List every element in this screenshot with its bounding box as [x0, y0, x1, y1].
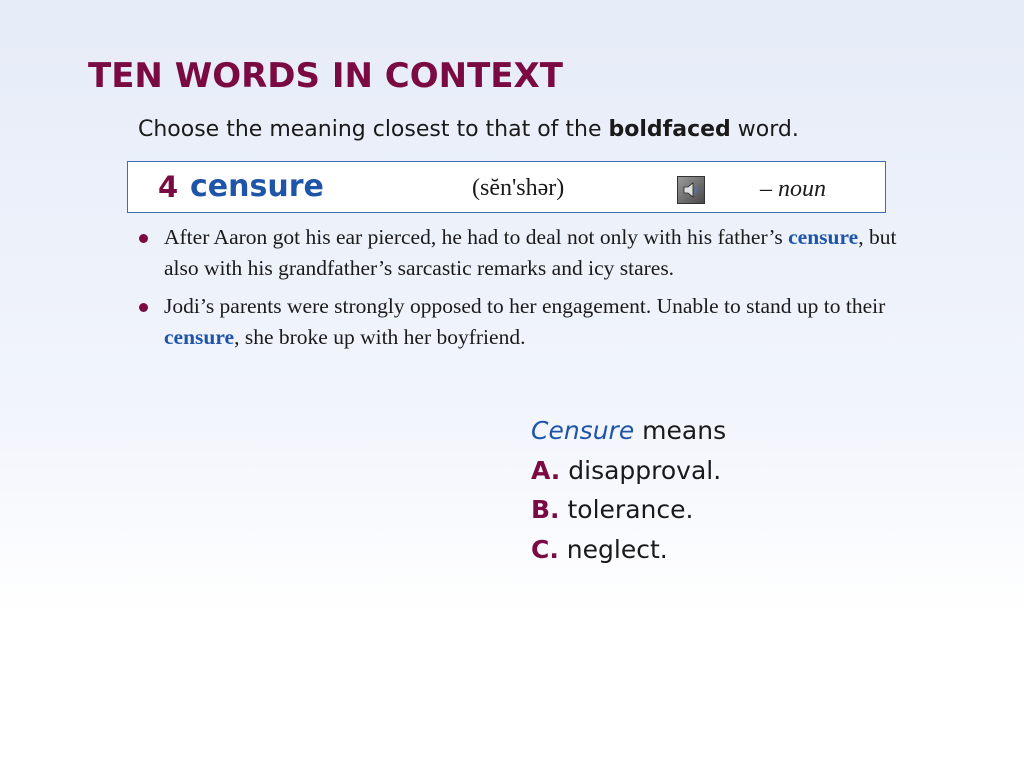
sentence-text: After Aaron got his ear pierced, he had to deal not only with his father’s	[164, 225, 789, 249]
bullet-icon	[139, 234, 148, 243]
answer-option-a[interactable]	[531, 451, 726, 491]
vocabulary-word: censure	[190, 169, 324, 204]
instruction-bold: boldfaced	[608, 117, 731, 142]
question-stem	[531, 411, 726, 451]
answer-option-b[interactable]	[531, 490, 726, 530]
option-text: neglect.	[558, 534, 668, 564]
instruction-text	[138, 117, 799, 142]
instruction-before: Choose the meaning closest to that of the	[138, 117, 609, 142]
option-letter: C.	[531, 534, 559, 564]
pronunciation: (sĕn'shər)	[472, 175, 565, 201]
sentence-keyword: censure	[788, 225, 859, 249]
word-number: 4	[158, 170, 179, 204]
question-block	[531, 411, 726, 569]
question-stem-word: Censure	[531, 416, 635, 445]
answer-option-c[interactable]	[531, 530, 726, 570]
sentence-keyword: censure	[164, 325, 235, 349]
pos-label: noun	[778, 176, 826, 202]
question-stem-rest: means	[634, 416, 727, 445]
example-sentence-1	[136, 222, 926, 284]
pos-dash: –	[760, 176, 778, 202]
sentence-text: Jodi’s parents were strongly opposed to her engagement. Unable to stand up to their	[164, 294, 886, 318]
speaker-icon[interactable]	[677, 176, 705, 204]
option-letter: A.	[531, 455, 561, 485]
option-text: disapproval.	[560, 455, 722, 485]
option-text: tolerance.	[559, 495, 694, 524]
part-of-speech	[760, 176, 826, 203]
page-title: TEN WORDS IN CONTEXT	[88, 56, 563, 96]
option-letter: B.	[531, 495, 560, 524]
instruction-after: word.	[730, 117, 799, 142]
example-sentences	[136, 222, 926, 360]
sentence-text: , she broke up with her boyfriend.	[234, 325, 526, 349]
example-sentence-2	[136, 291, 926, 353]
bullet-icon	[139, 303, 148, 312]
word-header-box	[127, 161, 886, 213]
sentence-text: , but also with his grandfather’s sarcastic remarks and icy stares.	[164, 225, 897, 280]
